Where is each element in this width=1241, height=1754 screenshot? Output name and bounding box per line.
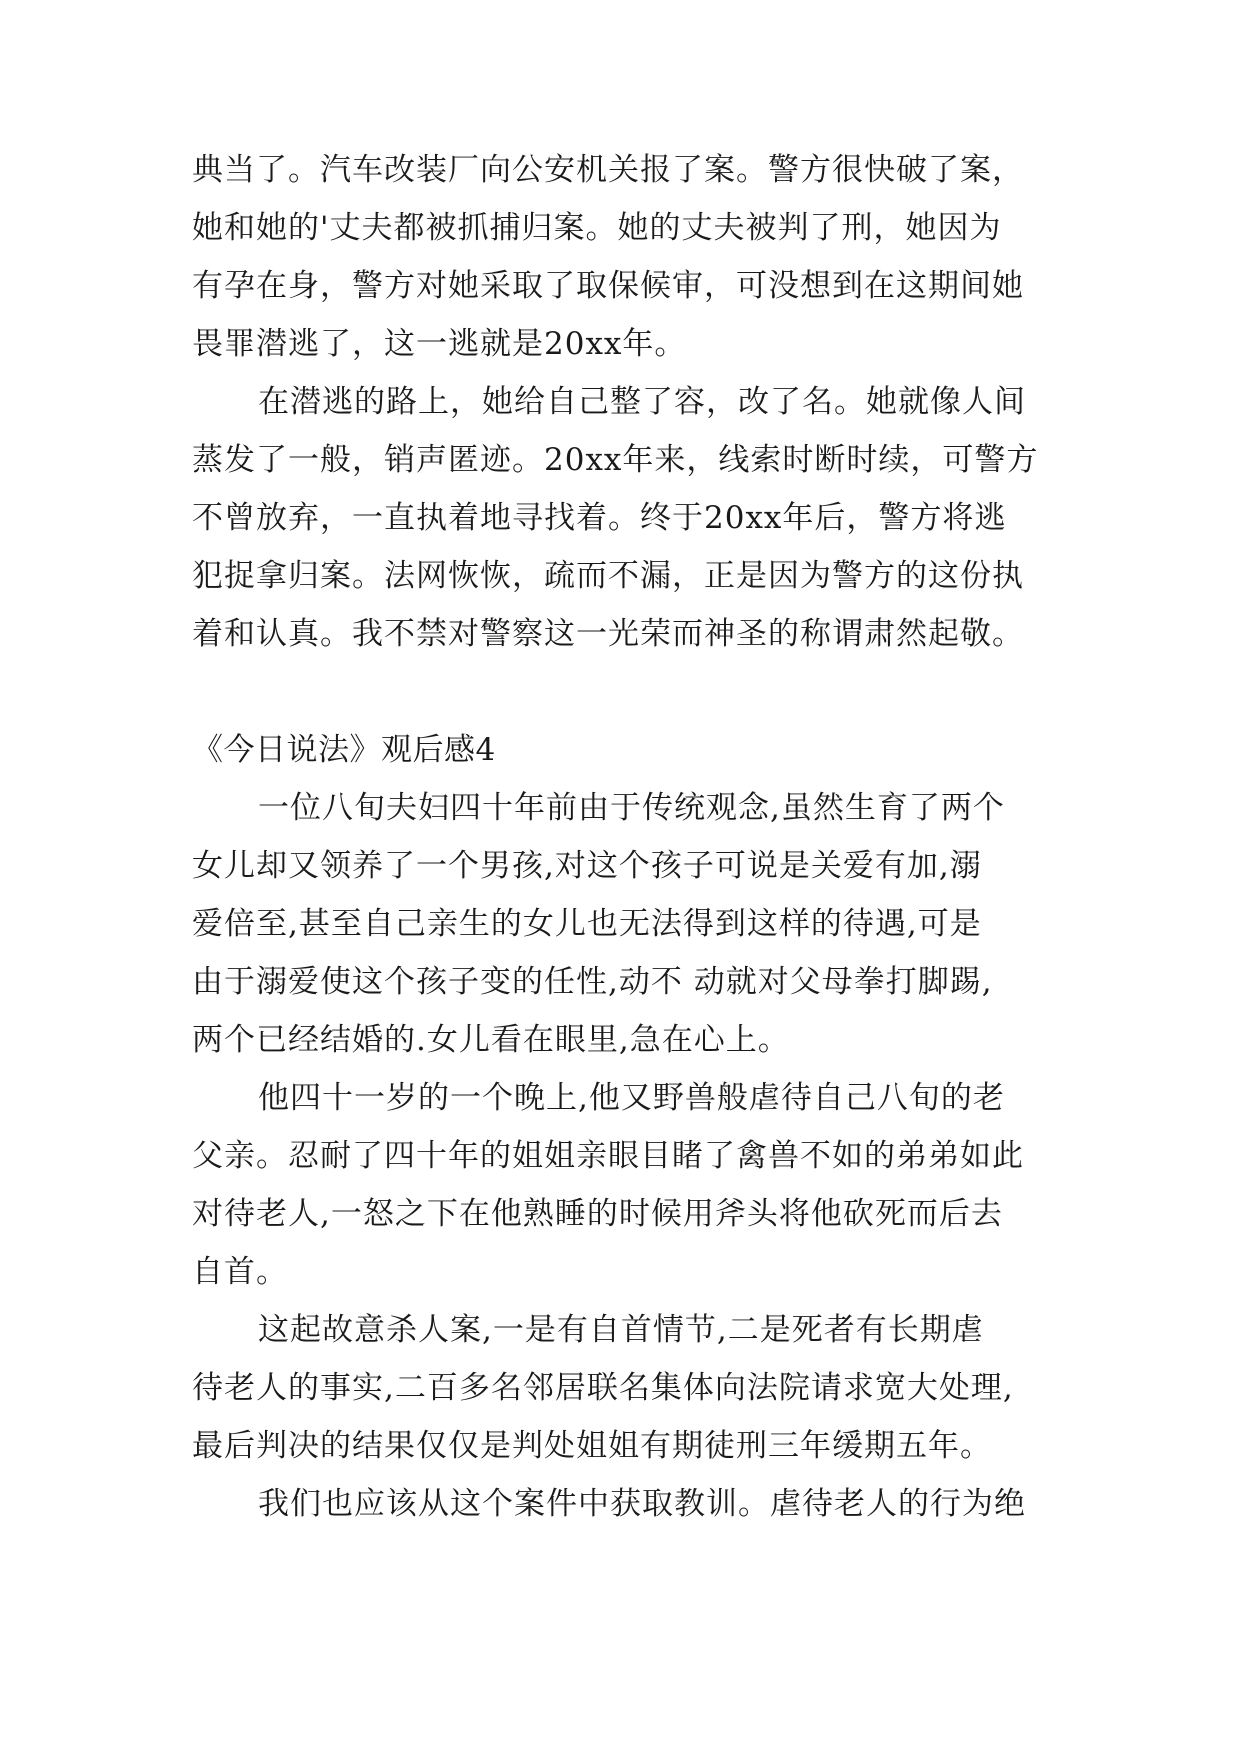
paragraph-line: 在潜逃的路上，她给自己整了容，改了名。她就像人间 [258, 384, 1026, 420]
paragraph-line: 女儿却又领养了一个男孩,对这个孩子可说是关爱有加,溺 [192, 848, 982, 884]
paragraph-line: 由于溺爱使这个孩子变的任性,动不 动就对父母拳打脚踢, [192, 964, 993, 1000]
paragraph-line: 待老人的事实,二百多名邻居联名集体向法院请求宽大处理, [192, 1370, 1014, 1406]
paragraph-line: 自首。 [192, 1254, 288, 1290]
section-heading: 《今日说法》观后感4 [192, 732, 496, 768]
paragraph-line: 不曾放弃，一直执着地寻找着。终于20xx年后，警方将逃 [192, 500, 1007, 536]
paragraph-line: 对待老人,一怒之下在他熟睡的时候用斧头将他砍死而后去 [192, 1196, 1003, 1232]
paragraph-line: 典当了。汽车改装厂向公安机关报了案。警方很快破了案， [192, 152, 1024, 188]
paragraph-line: 有孕在身，警方对她采取了取保候审，可没想到在这期间她 [192, 268, 1024, 304]
paragraph-line: 最后判决的结果仅仅是判处姐姐有期徒刑三年缓期五年。 [192, 1428, 992, 1464]
paragraph-line: 一位八旬夫妇四十年前由于传统观念,虽然生育了两个 [258, 790, 1005, 826]
paragraph-line: 犯捉拿归案。法网恢恢，疏而不漏，正是因为警方的这份执 [192, 558, 1024, 594]
paragraph-line: 两个已经结婚的.女儿看在眼里,急在心上。 [192, 1022, 790, 1058]
paragraph-line: 我们也应该从这个案件中获取教训。虐待老人的行为绝 [258, 1486, 1026, 1522]
paragraph-line: 爱倍至,甚至自己亲生的女儿也无法得到这样的待遇,可是 [192, 906, 982, 942]
paragraph-line: 着和认真。我不禁对警察这一光荣而神圣的称谓肃然起敬。 [192, 616, 1024, 652]
paragraph-line: 父亲。忍耐了四十年的姐姐亲眼目睹了禽兽不如的弟弟如此 [192, 1138, 1024, 1174]
paragraph-line: 这起故意杀人案,一是有自首情节,二是死者有长期虐 [258, 1312, 984, 1348]
paragraph-line: 她和她的'丈夫都被抓捕归案。她的丈夫被判了刑，她因为 [192, 210, 1002, 246]
paragraph-line: 蒸发了一般，销声匿迹。20xx年来，线索时断时续，可警方 [192, 442, 1039, 478]
paragraph-line: 畏罪潜逃了，这一逃就是20xx年。 [192, 326, 687, 362]
paragraph-line: 他四十一岁的一个晚上,他又野兽般虐待自己八旬的老 [258, 1080, 1005, 1116]
